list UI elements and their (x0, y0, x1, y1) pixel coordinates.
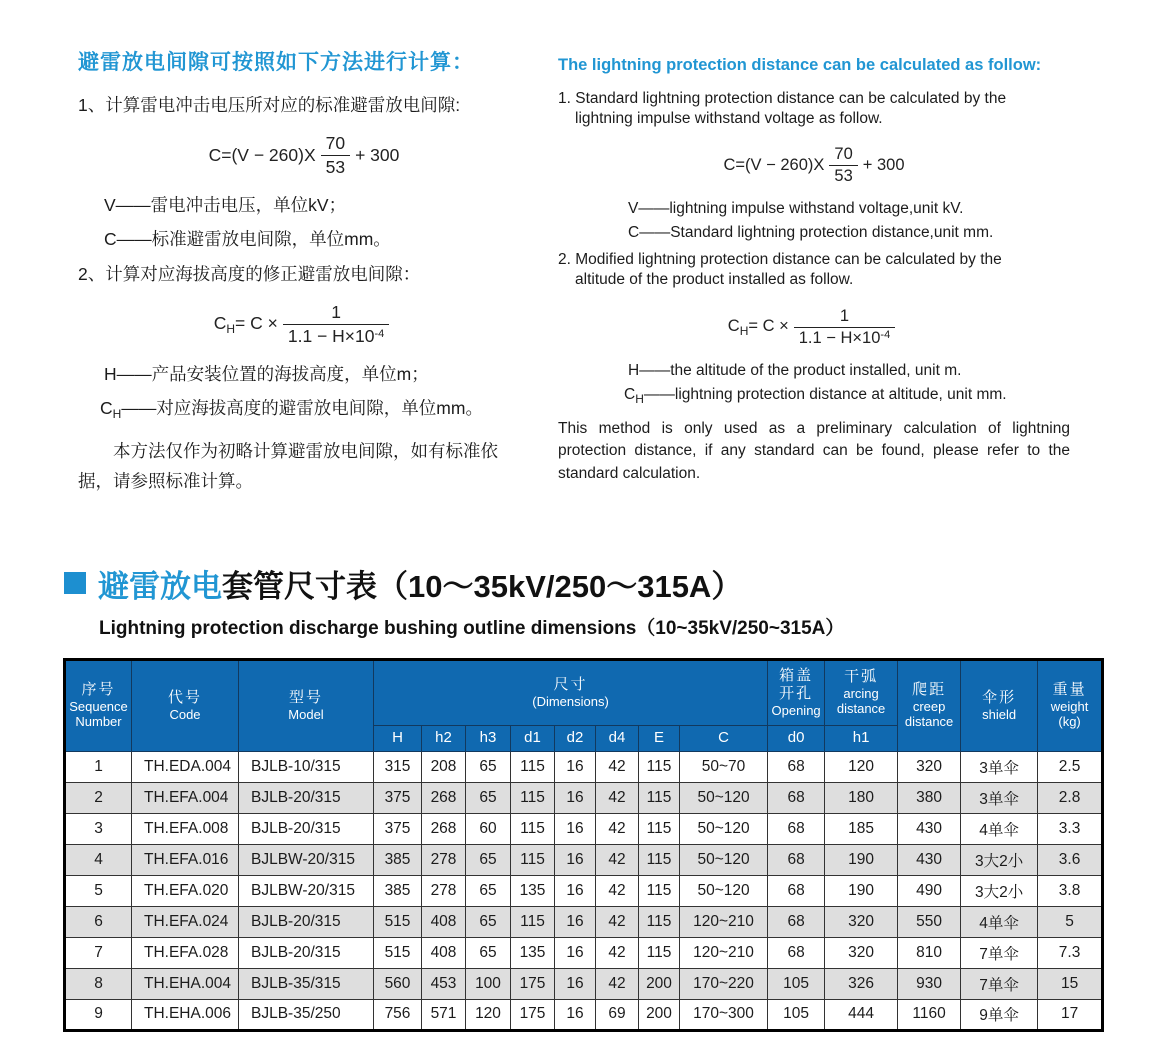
table-cell: 3.6 (1038, 844, 1103, 875)
table-cell: 50~120 (680, 813, 768, 844)
table-cell: 60 (466, 813, 511, 844)
col-header-sequence: 序号 Sequence Number (65, 659, 132, 751)
table-cell: 68 (768, 875, 825, 906)
table-cell: 68 (768, 751, 825, 782)
table-cell: 4 (65, 844, 132, 875)
table-cell: BJLBW-20/315 (239, 875, 374, 906)
table-cell: 190 (825, 844, 898, 875)
table-cell: 69 (596, 999, 639, 1030)
formula-altitude-en (558, 307, 1070, 348)
table-cell: 115 (639, 813, 680, 844)
table-cell: 115 (639, 751, 680, 782)
table-cell: 320 (825, 906, 898, 937)
table-cell: 208 (422, 751, 466, 782)
formula-fraction: $\frac{70}{53}$ (321, 133, 350, 178)
table-cell: 4单伞 (961, 906, 1038, 937)
table-cell: 16 (555, 813, 596, 844)
table-cell: 175 (511, 968, 555, 999)
table-cell: 278 (422, 844, 466, 875)
table-cell: 5 (65, 875, 132, 906)
table-cell: 375 (374, 782, 422, 813)
formula-standard-zh (78, 133, 530, 178)
table-cell: 115 (511, 813, 555, 844)
table-cell: 65 (466, 937, 511, 968)
section-title-zh-black: 套管尺寸表（10～35kV/250～315A） (222, 568, 743, 604)
table-row (65, 875, 1103, 906)
table-cell: 42 (596, 751, 639, 782)
table-cell: 2.5 (1038, 751, 1103, 782)
col-header-arcing-distance: 干弧 arcing distance (825, 659, 898, 725)
formula-lhs: C=(V − 260)X (723, 156, 825, 175)
table-cell: 42 (596, 782, 639, 813)
en-def-v: V——lightning impulse withstand voltage,unit kV. (628, 200, 964, 218)
table-cell: 170~300 (680, 999, 768, 1030)
zh-item-2: 2、计算对应海拔高度的修正避雷放电间隙： (78, 264, 421, 284)
table-cell: 65 (466, 844, 511, 875)
table-cell: 1160 (898, 999, 961, 1030)
table-row (65, 906, 1103, 937)
table-cell: 16 (555, 782, 596, 813)
table-cell: 268 (422, 813, 466, 844)
table-cell: 185 (825, 813, 898, 844)
table-row (65, 968, 1103, 999)
table-cell: 515 (374, 937, 422, 968)
table-cell: 115 (639, 875, 680, 906)
table-cell: 115 (511, 906, 555, 937)
table-cell: 430 (898, 844, 961, 875)
table-cell: 315 (374, 751, 422, 782)
section-bullet-square-icon (64, 572, 86, 594)
en-def-ch: $C_H——lightning$ protection distance at altitude, unit mm. (624, 385, 1007, 406)
table-cell: 115 (639, 844, 680, 875)
table-cell: 385 (374, 844, 422, 875)
table-cell: TH.EFA.028 (132, 937, 239, 968)
table-cell: TH.EDA.004 (132, 751, 239, 782)
table-row (65, 813, 1103, 844)
formula-fraction: $\frac{1}{1.1 - H\times 10^{-4}}$ (283, 302, 389, 347)
table-cell: 65 (466, 875, 511, 906)
table-cell: BJLB-10/315 (239, 751, 374, 782)
table-cell: 9单伞 (961, 999, 1038, 1030)
section-subtitle-en: Lightning protection discharge bushing outline dimensions（10~35kV/250~315A） (99, 617, 845, 639)
table-cell: 408 (422, 937, 466, 968)
table-cell: 490 (898, 875, 961, 906)
english-instructions-column (558, 46, 1070, 497)
table-cell: 930 (898, 968, 961, 999)
table-cell: 3.8 (1038, 875, 1103, 906)
table-cell: 515 (374, 906, 422, 937)
table-cell: 120 (466, 999, 511, 1030)
table-cell: 5 (1038, 906, 1103, 937)
subcol-d0: d0 (768, 725, 825, 751)
table-cell: 42 (596, 813, 639, 844)
table-cell: 7单伞 (961, 968, 1038, 999)
table-cell: 200 (639, 999, 680, 1030)
table-cell: TH.EFA.008 (132, 813, 239, 844)
table-cell: BJLB-20/315 (239, 813, 374, 844)
subcol-E: E (639, 725, 680, 751)
table-cell: 50~120 (680, 875, 768, 906)
table-cell: BJLBW-20/315 (239, 844, 374, 875)
table-cell: 326 (825, 968, 898, 999)
table-cell: 16 (555, 999, 596, 1030)
formula-lhs: $C_H= C$ × (213, 313, 278, 336)
table-cell: 9 (65, 999, 132, 1030)
table-cell: 17 (1038, 999, 1103, 1030)
en-def-h: H——the altitude of the product installed, unit m. (628, 361, 962, 379)
table-cell: BJLB-20/315 (239, 906, 374, 937)
table-cell: 115 (511, 844, 555, 875)
en-item-2: 2. Modified lightning protection distance can be calculated by the altitude of the product installed as follow. (558, 251, 1002, 289)
en-item-1: 1. Standard lightning protection distance can be calculated by the lightning impulse withstand voltage as follow. (558, 90, 1007, 128)
table-cell: BJLB-20/315 (239, 937, 374, 968)
table-cell: 65 (466, 782, 511, 813)
table-cell: 6 (65, 906, 132, 937)
table-cell: 2.8 (1038, 782, 1103, 813)
table-row (65, 782, 1103, 813)
zh-def-h: H——产品安装位置的海拔高度，单位m； (104, 364, 429, 384)
formula-altitude-zh (78, 302, 530, 347)
col-header-weight: 重量 weight (kg) (1038, 659, 1103, 751)
table-cell: 756 (374, 999, 422, 1030)
subcol-h2: h2 (422, 725, 466, 751)
en-note: This method is only used as a preliminary calculation of lightning protection distance, if any standard can be found, please refer to the standard calculation. (558, 419, 1070, 482)
table-cell: 65 (466, 906, 511, 937)
table-cell: 7.3 (1038, 937, 1103, 968)
table-cell: TH.EHA.006 (132, 999, 239, 1030)
zh-def-v: V——雷电冲击电压，单位kV； (104, 195, 347, 215)
table-cell: 68 (768, 813, 825, 844)
table-cell: 4单伞 (961, 813, 1038, 844)
en-heading: The lightning protection distance can be calculated as follow: (558, 56, 1042, 74)
table-cell: 42 (596, 906, 639, 937)
formula-fraction: $\frac{1}{1.1 - H\times 10^{-4}}$ (794, 307, 895, 348)
table-cell: BJLB-20/315 (239, 782, 374, 813)
table-cell: 16 (555, 751, 596, 782)
table-cell: 16 (555, 844, 596, 875)
table-cell: 42 (596, 937, 639, 968)
table-cell: 278 (422, 875, 466, 906)
table-cell: 115 (639, 906, 680, 937)
table-cell: 105 (768, 968, 825, 999)
table-cell: TH.EFA.020 (132, 875, 239, 906)
formula-standard-en (558, 145, 1070, 186)
table-cell: 105 (768, 999, 825, 1030)
calculation-methods (0, 0, 1156, 497)
table-cell: 42 (596, 875, 639, 906)
table-cell: 50~120 (680, 844, 768, 875)
table-row (65, 751, 1103, 782)
subcol-H: H (374, 725, 422, 751)
table-cell: 68 (768, 844, 825, 875)
col-header-creep-distance: 爬距 creep distance (898, 659, 961, 751)
chinese-instructions-column (78, 46, 530, 497)
table-cell: BJLB-35/250 (239, 999, 374, 1030)
table-cell: 68 (768, 906, 825, 937)
table-cell: TH.EFA.016 (132, 844, 239, 875)
table-cell: 16 (555, 906, 596, 937)
table-cell: 3大2小 (961, 875, 1038, 906)
col-header-shield: 伞形 shield (961, 659, 1038, 751)
table-cell: 550 (898, 906, 961, 937)
col-header-dimensions: 尺寸 (Dimensions) (374, 659, 768, 725)
table-cell: 68 (768, 937, 825, 968)
table-cell: 200 (639, 968, 680, 999)
table-cell: 444 (825, 999, 898, 1030)
table-cell: 375 (374, 813, 422, 844)
table-cell: 2 (65, 782, 132, 813)
table-cell: 50~120 (680, 782, 768, 813)
table-cell: 190 (825, 875, 898, 906)
en-def-c: C——Standard lightning protection distance,unit mm. (628, 224, 994, 242)
table-cell: 3单伞 (961, 751, 1038, 782)
table-cell: 430 (898, 813, 961, 844)
table-cell: 16 (555, 875, 596, 906)
table-cell: 115 (511, 751, 555, 782)
col-header-opening: 箱盖 开孔 Opening (768, 659, 825, 725)
formula-lhs: $C_H= C$ × (727, 316, 789, 338)
subcol-h3: h3 (466, 725, 511, 751)
formula-rhs: + 300 (862, 156, 905, 175)
table-cell: 560 (374, 968, 422, 999)
table-cell: 135 (511, 875, 555, 906)
table-cell: 571 (422, 999, 466, 1030)
table-cell: 8 (65, 968, 132, 999)
table-cell: 7单伞 (961, 937, 1038, 968)
table-cell: 16 (555, 937, 596, 968)
table-cell: 15 (1038, 968, 1103, 999)
table-cell: 170~220 (680, 968, 768, 999)
zh-heading: 避雷放电间隙可按照如下方法进行计算： (78, 51, 474, 74)
zh-note: 本方法仅作为初略计算避雷放电间隙，如有标准依据，请参照标准计算。 (78, 441, 498, 491)
formula-fraction: $\frac{70}{53}$ (829, 145, 857, 186)
table-cell: 380 (898, 782, 961, 813)
section-title-zh-blue: 避雷放电 (98, 568, 222, 604)
subcol-h1: h1 (825, 725, 898, 751)
table-cell: 115 (639, 937, 680, 968)
table-cell: 3大2小 (961, 844, 1038, 875)
col-header-model: 型号 Model (239, 659, 374, 751)
section-header (64, 561, 1156, 640)
table-cell: 180 (825, 782, 898, 813)
table-cell: 16 (555, 968, 596, 999)
table-cell: 50~70 (680, 751, 768, 782)
table-cell: 42 (596, 968, 639, 999)
table-cell: 120 (825, 751, 898, 782)
table-cell: 120~210 (680, 906, 768, 937)
table-cell: 3单伞 (961, 782, 1038, 813)
table-cell: 453 (422, 968, 466, 999)
zh-def-ch: $C_H——$对应海拔高度的避雷放电间隙，单位mm。 (100, 398, 483, 421)
table-cell: 3 (65, 813, 132, 844)
table-cell: 320 (898, 751, 961, 782)
zh-def-c: C——标准避雷放电间隙，单位mm。 (104, 229, 391, 249)
table-cell: 7 (65, 937, 132, 968)
table-cell: 175 (511, 999, 555, 1030)
table-cell: 3.3 (1038, 813, 1103, 844)
subcol-d4: d4 (596, 725, 639, 751)
table-cell: TH.EFA.004 (132, 782, 239, 813)
table-cell: 268 (422, 782, 466, 813)
table-cell: 42 (596, 844, 639, 875)
table-row (65, 844, 1103, 875)
table-cell: 100 (466, 968, 511, 999)
table-cell: 115 (511, 782, 555, 813)
table-cell: BJLB-35/315 (239, 968, 374, 999)
table-cell: 65 (466, 751, 511, 782)
table-cell: 135 (511, 937, 555, 968)
col-header-code: 代号 Code (132, 659, 239, 751)
table-body (65, 751, 1103, 1030)
table-row (65, 999, 1103, 1030)
zh-item-1: 1、计算雷电冲击电压所对应的标准避雷放电间隙: (78, 95, 461, 115)
formula-rhs: + 300 (355, 145, 400, 165)
table-cell: 120~210 (680, 937, 768, 968)
table-cell: 810 (898, 937, 961, 968)
table-cell: 320 (825, 937, 898, 968)
formula-lhs: C=(V − 260)X (208, 145, 316, 165)
table-cell: 68 (768, 782, 825, 813)
table-row (65, 937, 1103, 968)
subcol-d2: d2 (555, 725, 596, 751)
table-cell: TH.EHA.004 (132, 968, 239, 999)
table-cell: 408 (422, 906, 466, 937)
table-cell: 1 (65, 751, 132, 782)
subcol-d1: d1 (511, 725, 555, 751)
dimensions-table (63, 658, 1104, 1032)
table-cell: TH.EFA.024 (132, 906, 239, 937)
table-cell: 115 (639, 782, 680, 813)
table-cell: 385 (374, 875, 422, 906)
subcol-C: C (680, 725, 768, 751)
